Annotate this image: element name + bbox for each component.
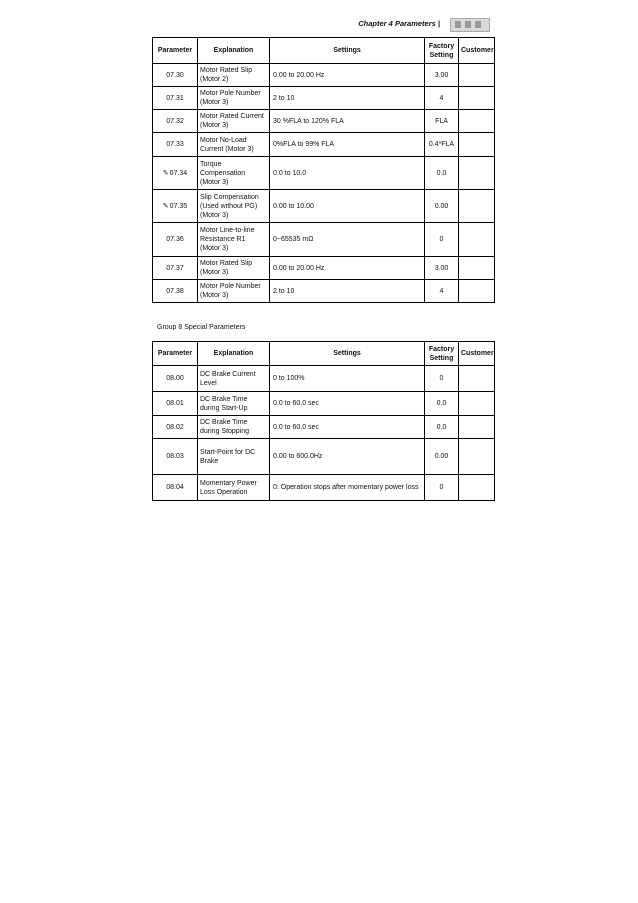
parameter-settings: 0.0 to 10.0 (270, 157, 425, 190)
parameter-code (153, 157, 198, 190)
table-row (153, 190, 495, 223)
factory-setting: 0.0 (425, 392, 459, 416)
parameter-code (153, 257, 198, 280)
table-row (153, 280, 495, 303)
customer-setting (459, 190, 495, 223)
customer-setting (459, 87, 495, 110)
parameter-explanation: Momentary Power Loss Operation (198, 475, 270, 501)
parameter-code (153, 223, 198, 257)
customer-setting (459, 157, 495, 190)
customer-setting (459, 110, 495, 133)
customer-setting (459, 280, 495, 303)
parameter-settings: 0: Operation stops after momentary power loss (270, 475, 425, 501)
column-header-explanation: Explanation (198, 38, 270, 64)
parameter-code-text: 07.33 (166, 141, 184, 148)
column-header-customer: Customer (459, 38, 495, 64)
parameter-code-text: 07.30 (166, 71, 184, 79)
parameter-code (153, 475, 198, 501)
parameter-code-text: 08.04 (166, 484, 184, 491)
factory-setting: 0 (425, 223, 459, 257)
table-row (153, 475, 495, 501)
column-header-settings: Settings (270, 38, 425, 64)
parameter-explanation: DC Brake Current Level (198, 366, 270, 392)
parameter-code-text: 08.02 (166, 423, 184, 431)
table-row (153, 257, 495, 280)
table-row (153, 87, 495, 110)
column-header-factory-setting: Factory Setting (425, 342, 459, 366)
parameter-explanation: Motor Pole Number (Motor 3) (198, 280, 270, 303)
parameter-settings: 30 %FLA to 120% FLA (270, 110, 425, 133)
parameter-code (153, 366, 198, 392)
column-header-parameter: Parameter (153, 342, 198, 366)
customer-setting (459, 439, 495, 475)
customer-setting (459, 64, 495, 87)
table-row (153, 157, 495, 190)
parameter-settings: 2 to 10 (270, 280, 425, 303)
parameter-code (153, 280, 198, 303)
parameter-explanation: Torque Compensation (Motor 3) (198, 157, 270, 190)
table-row (153, 133, 495, 157)
table-row (153, 110, 495, 133)
parameter-settings: 0 to 100% (270, 366, 425, 392)
parameter-code-text: 07.36 (166, 236, 184, 243)
column-header-explanation: Explanation (198, 342, 270, 366)
parameter-code (153, 190, 198, 223)
table-row (153, 366, 495, 392)
customer-setting (459, 416, 495, 439)
customer-setting (459, 366, 495, 392)
parameter-code (153, 64, 198, 87)
column-header-parameter: Parameter (153, 38, 198, 64)
parameter-code-text: 07.31 (166, 94, 184, 102)
parameter-table-group8 (152, 341, 495, 501)
factory-setting: FLA (425, 110, 459, 133)
parameter-settings: 0~65535 mΩ (270, 223, 425, 257)
parameter-explanation: Motor Rated Slip (Motor 3) (198, 257, 270, 280)
factory-setting: 4 (425, 87, 459, 110)
factory-setting: 0.0 (425, 157, 459, 190)
parameter-settings: 0.00 to 10.00 (270, 190, 425, 223)
parameter-settings: 0.00 to 20.00 Hz (270, 257, 425, 280)
table-row (153, 64, 495, 87)
parameter-settings: 0%FLA to 99% FLA (270, 133, 425, 157)
parameter-explanation: DC Brake Time during Stopping (198, 416, 270, 439)
factory-setting: 0.00 (425, 439, 459, 475)
column-header-customer: Customer (459, 342, 495, 366)
parameter-code-text: 07.32 (166, 117, 184, 125)
factory-setting: 3.00 (425, 64, 459, 87)
table-row (153, 223, 495, 257)
parameter-settings: 2 to 10 (270, 87, 425, 110)
parameter-code-text: 07.34 (169, 169, 188, 177)
parameter-code (153, 133, 198, 157)
parameter-code (153, 392, 198, 416)
parameter-code-text: 08.03 (166, 453, 184, 460)
factory-setting: 0.00 (425, 190, 459, 223)
parameter-code-text: 07.35 (169, 202, 188, 210)
chapter-header (300, 18, 490, 32)
factory-setting: 0 (425, 366, 459, 392)
chapter-title: Chapter 4 Parameters | (358, 19, 440, 28)
parameter-explanation: Start-Point for DC Brake (198, 439, 270, 475)
pencil-icon: ✎ (162, 202, 169, 210)
parameter-explanation: DC Brake Time during Start-Up (198, 392, 270, 416)
factory-setting: 4 (425, 280, 459, 303)
group8-title: Group 8 Special Parameters (157, 324, 246, 331)
parameter-code (153, 110, 198, 133)
customer-setting (459, 133, 495, 157)
factory-setting: 3.00 (425, 257, 459, 280)
parameter-code-text: 08.00 (166, 375, 184, 382)
customer-setting (459, 475, 495, 501)
parameter-explanation: Motor Rated Current (Motor 3) (198, 110, 270, 133)
pencil-icon: ✎ (162, 169, 169, 177)
parameter-code (153, 416, 198, 439)
parameter-settings: 0.00 to 600.0Hz (270, 439, 425, 475)
parameter-code-text: 07.37 (166, 264, 184, 272)
parameter-code (153, 87, 198, 110)
parameter-code (153, 439, 198, 475)
parameter-explanation: Motor Rated Slip (Motor 2) (198, 64, 270, 87)
parameter-explanation: Motor No-Load Current (Motor 3) (198, 133, 270, 157)
factory-setting: 0.0 (425, 416, 459, 439)
table-row (153, 439, 495, 475)
parameter-explanation: Slip Compensation (Used without PG) (Motor 3) (198, 190, 270, 223)
customer-setting (459, 392, 495, 416)
table-row (153, 392, 495, 416)
column-header-factory-setting: Factory Setting (425, 38, 459, 64)
parameter-settings: 0.0 to 60.0 sec (270, 416, 425, 439)
table-row (153, 416, 495, 439)
parameter-table-group7 (152, 37, 495, 303)
parameter-code-text: 08.01 (166, 400, 184, 407)
customer-setting (459, 257, 495, 280)
factory-setting: 0.4*FLA (425, 133, 459, 157)
customer-setting (459, 223, 495, 257)
column-header-settings: Settings (270, 342, 425, 366)
parameter-settings: 0.00 to 20.00 Hz (270, 64, 425, 87)
parameter-settings: 0.0 to 60.0 sec (270, 392, 425, 416)
parameter-explanation: Motor Pole Number (Motor 3) (198, 87, 270, 110)
factory-setting: 0 (425, 475, 459, 501)
brand-logo (450, 18, 490, 32)
parameter-code-text: 07.38 (166, 287, 184, 295)
parameter-explanation: Motor Line-to-line Resistance R1 (Motor 3) (198, 223, 270, 257)
